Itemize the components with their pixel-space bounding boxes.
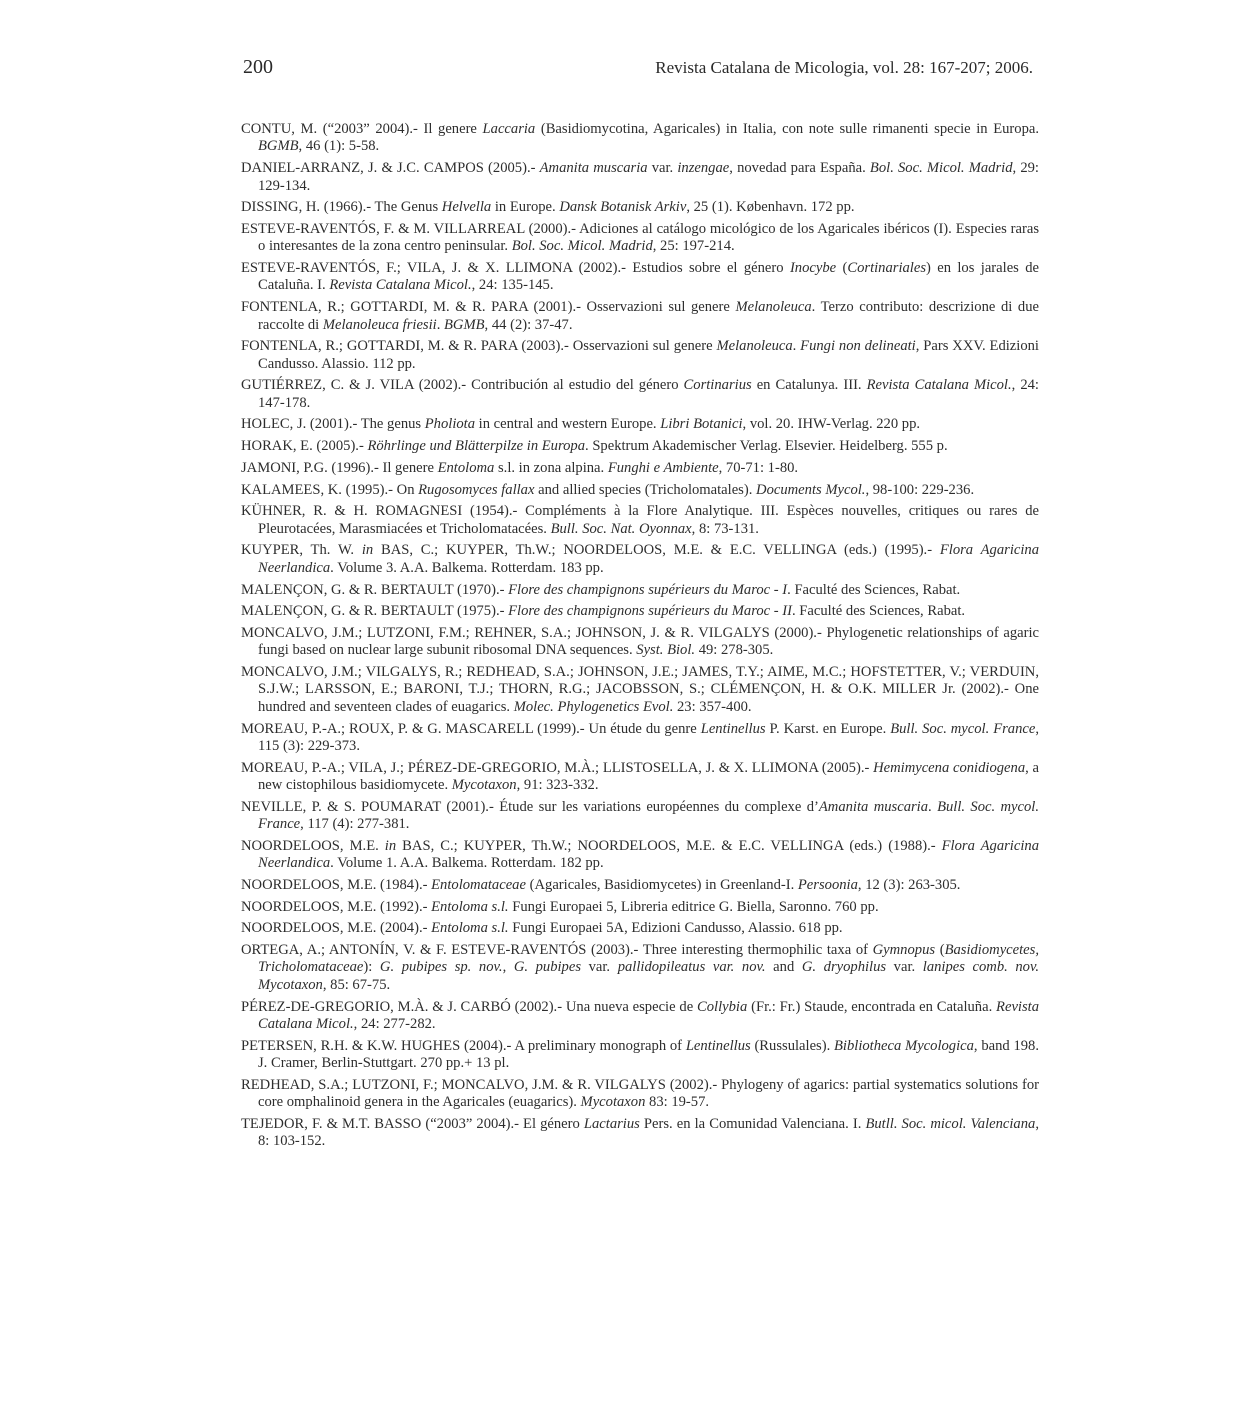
reference-italic-text: Amanita muscaria bbox=[818, 798, 929, 815]
reference-italic-text: Revista Catalana Micol. bbox=[866, 377, 1012, 394]
reference-text: , a new cistophilous basidiomycete. bbox=[258, 759, 1040, 794]
reference-italic-text: Hemimycena conidiogena bbox=[873, 759, 1026, 776]
reference-text: , 98-100: 229-236. bbox=[865, 481, 975, 498]
reference-text: ) en los jarales de Cataluña. I. bbox=[258, 260, 1039, 294]
reference-text: CONTU, M. (“2003” 2004).- Il genere bbox=[241, 121, 483, 137]
reference-text: , 46 (1): 5-58. bbox=[298, 138, 380, 155]
reference-italic-text: BGMB bbox=[444, 316, 485, 333]
reference-italic-text: Amanita muscaria bbox=[539, 160, 648, 177]
reference-text: ): bbox=[363, 959, 380, 976]
reference-italic-text: Flora Agaricina Neerlandica bbox=[258, 542, 1039, 576]
reference-text: 23: 357-400. bbox=[673, 698, 752, 715]
reference-entry bbox=[241, 899, 1039, 916]
reference-italic-text: Mycotaxon bbox=[451, 777, 517, 794]
reference-text: . bbox=[928, 798, 938, 815]
reference-text: , 91: 323-332. bbox=[516, 777, 599, 794]
reference-italic-text: Lactarius bbox=[583, 1115, 640, 1132]
reference-italic-text: BGMB bbox=[258, 138, 299, 155]
reference-text: var. bbox=[581, 959, 618, 976]
reference-text: Fungi Europaei 5A, Edizioni Candusso, Alassio. 618 pp. bbox=[508, 920, 843, 937]
reference-text: FONTENLA, R.; GOTTARDI, M. & R. PARA (2003).- Osservazioni sul genere bbox=[241, 338, 717, 355]
reference-italic-text: Collybia bbox=[697, 998, 748, 1015]
reference-text: , 24: 135-145. bbox=[471, 277, 554, 294]
reference-italic-text: Bol. Soc. Micol. Madrid bbox=[869, 160, 1013, 177]
reference-entry bbox=[241, 121, 1039, 156]
reference-text: NOORDELOOS, M.E. bbox=[241, 837, 385, 854]
reference-text: , 44 (2): 37-47. bbox=[484, 316, 573, 333]
reference-text: . Faculté des Sciences, Rabat. bbox=[792, 603, 966, 620]
reference-entry bbox=[241, 721, 1039, 756]
reference-italic-text: Melanoleuca friesii bbox=[322, 316, 437, 333]
reference-text: , novedad para España. bbox=[729, 160, 870, 177]
reference-text: , 29: 129-134. bbox=[258, 160, 1039, 194]
reference-italic-text: Butll. Soc. micol. Valenciana bbox=[865, 1115, 1036, 1132]
reference-text: , Pars XXV. Edizioni Candusso. Alassio. 112 pp. bbox=[258, 338, 1039, 372]
reference-italic-text: Entoloma bbox=[437, 459, 495, 476]
reference-text: and allied species (Tricholomatales). bbox=[534, 481, 757, 498]
reference-italic-text: Funghi e Ambiente bbox=[607, 459, 719, 476]
reference-text: ( bbox=[935, 942, 945, 959]
page-header bbox=[243, 56, 1033, 88]
reference-entry bbox=[241, 503, 1039, 538]
reference-italic-text: Entoloma s.l. bbox=[431, 898, 509, 915]
reference-text: HORAK, E. (2005).- bbox=[241, 438, 368, 455]
reference-italic-text: Flore des champignons supérieurs du Maroc - I bbox=[508, 581, 788, 598]
reference-text: MALENÇON, G. & R. BERTAULT (1970).- bbox=[241, 581, 509, 598]
reference-italic-text: Melanoleuca bbox=[716, 338, 793, 355]
reference-text: en Catalunya. III. bbox=[751, 377, 867, 394]
reference-text: MONCALVO, J.M.; VILGALYS, R.; REDHEAD, S.A.; JOHNSON, J.E.; JAMES, T.Y.; AIME, M.C.; HOFSTETTER, V.; VERDUIN, S.J.W.; LARSSON, E.; BARONI, T.J.; THORN, R.G.; JACOBSSON, S.; CLÉMENÇON, H. & O.K. MILLER Jr. (2002).- One hundred and seventeen clades of euagarics. bbox=[241, 664, 1039, 715]
reference-italic-text: Bol. Soc. Micol. Madrid bbox=[511, 238, 653, 255]
reference-italic-text: Revista Catalana Micol. bbox=[329, 277, 472, 294]
reference-italic-text: Molec. Phylogenetics Evol. bbox=[513, 698, 674, 715]
reference-text: , 115 (3): 229-373. bbox=[258, 720, 1039, 754]
reference-text: MONCALVO, J.M.; LUTZONI, F.M.; REHNER, S.A.; JOHNSON, J. & R. VILGALYS (2000).- Phylogenetic relationships of agaric fungi based on nuclear large subunit ribosomal DNA sequences. bbox=[241, 624, 1039, 659]
reference-entry bbox=[241, 582, 1039, 599]
reference-italic-text: Documents Mycol. bbox=[756, 481, 866, 498]
reference-italic-text: Gymnopus bbox=[872, 942, 936, 959]
reference-entry bbox=[241, 299, 1039, 334]
reference-entry bbox=[241, 942, 1039, 994]
reference-text: . Spektrum Akademischer Verlag. Elsevier. Heidelberg. 555 p. bbox=[585, 438, 948, 455]
reference-text: , bbox=[502, 959, 514, 976]
reference-text: DISSING, H. (1966).- The Genus bbox=[241, 199, 442, 216]
reference-italic-text: Cortinarius bbox=[683, 377, 752, 394]
reference-italic-text: Lentinellus bbox=[700, 720, 766, 737]
reference-italic-text: Bull. Soc. mycol. France bbox=[890, 720, 1036, 737]
reference-italic-text: Lentinellus bbox=[685, 1037, 751, 1054]
reference-text: Fungi Europaei 5, Libreria editrice G. Biella, Saronno. 760 pp. bbox=[508, 898, 879, 915]
reference-italic-text: Flora Agaricina Neerlandica bbox=[258, 837, 1039, 872]
reference-entry bbox=[241, 438, 1039, 455]
reference-entry bbox=[241, 338, 1039, 373]
reference-text: , 8: 73-131. bbox=[691, 520, 759, 537]
reference-text: Pers. en la Comunidad Valenciana. I. bbox=[639, 1115, 866, 1132]
reference-italic-text: Libri Botanici bbox=[660, 416, 743, 433]
reference-text: s.l. in zona alpina. bbox=[494, 459, 608, 476]
reference-text: NOORDELOOS, M.E. (2004).- bbox=[241, 920, 432, 937]
reference-text: ORTEGA, A.; ANTONÍN, V. & F. ESTEVE-RAVENTÓS (2003).- Three interesting thermophilic taxa of bbox=[241, 942, 873, 959]
reference-entry bbox=[241, 377, 1039, 412]
reference-text: PETERSEN, R.H. & K.W. HUGHES (2004).- A preliminary monograph of bbox=[241, 1037, 686, 1054]
reference-entry bbox=[241, 199, 1039, 216]
reference-entry bbox=[241, 625, 1039, 660]
reference-italic-text: G. pubipes sp. nov. bbox=[379, 959, 503, 976]
reference-italic-text: in bbox=[384, 837, 397, 854]
reference-italic-text: lanipes comb. nov. Mycotaxon bbox=[258, 959, 1040, 993]
reference-entry bbox=[241, 542, 1039, 577]
reference-italic-text: Bibliotheca Mycologica bbox=[834, 1037, 974, 1054]
reference-italic-text: Inocybe bbox=[789, 260, 837, 277]
reference-italic-text: Entolomataceae bbox=[431, 876, 526, 893]
reference-text: in Europe. bbox=[491, 199, 560, 216]
reference-entry bbox=[241, 999, 1039, 1034]
reference-entry bbox=[241, 838, 1039, 873]
reference-italic-text: Bull. Soc. mycol. France bbox=[258, 798, 1039, 833]
reference-text: BAS, C.; KUYPER, Th.W.; NOORDELOOS, M.E. & E.C. VELLINGA (eds.) (1988).- bbox=[396, 837, 942, 854]
reference-text: ESTEVE-RAVENTÓS, F. & M. VILLARREAL (2000).- Adiciones al catálogo micológico de los Agaricales ibéricos (I). Especies raras o interesantes de la zona centro peninsular. bbox=[241, 220, 1039, 255]
reference-italic-text: Bull. Soc. Nat. Oyonnax bbox=[550, 520, 692, 537]
reference-text: , 85: 67-75. bbox=[322, 976, 391, 993]
reference-text: KÜHNER, R. & H. ROMAGNESI (1954).- Compléments à la Flore Analytique. III. Espèces nouvelles, critiques ou rares de Pleurotacées, Marasmiacées et Tricholomatacées. bbox=[241, 503, 1039, 537]
reference-text: . bbox=[436, 316, 445, 333]
page-number: 200 bbox=[243, 56, 273, 78]
reference-text: P. Karst. en Europe. bbox=[765, 720, 891, 737]
reference-italic-text: Röhrlinge und Blätterpilze in Europa bbox=[367, 438, 586, 455]
reference-entry bbox=[241, 482, 1039, 499]
reference-italic-text: Helvella bbox=[441, 199, 492, 216]
reference-italic-text: Cortinariales bbox=[847, 260, 927, 277]
reference-entry bbox=[241, 221, 1039, 256]
reference-text: (Fr.: Fr.) Staude, encontrada en Cataluña. bbox=[747, 998, 997, 1015]
reference-text: DANIEL-ARRANZ, J. & J.C. CAMPOS (2005).- bbox=[241, 160, 540, 177]
reference-entry bbox=[241, 1038, 1039, 1073]
reference-text: 83: 19-57. bbox=[645, 1094, 710, 1111]
reference-text: JAMONI, P.G. (1996).- Il genere bbox=[241, 459, 438, 476]
reference-text: 49: 278-305. bbox=[695, 642, 774, 659]
reference-text: , band 198. J. Cramer, Berlin-Stuttgart. 270 pp.+ 13 pl. bbox=[258, 1037, 1039, 1072]
reference-text: KUYPER, Th. W. bbox=[241, 542, 362, 559]
reference-text: , 25 (1). København. 172 pp. bbox=[686, 199, 855, 216]
reference-text: . Faculté des Sciences, Rabat. bbox=[787, 581, 961, 598]
reference-text: NOORDELOOS, M.E. (1992).- bbox=[241, 898, 432, 915]
reference-italic-text: Basidiomycetes, Tricholomataceae bbox=[258, 942, 1039, 976]
reference-text: MALENÇON, G. & R. BERTAULT (1975).- bbox=[241, 603, 509, 620]
reference-italic-text: Flore des champignons supérieurs du Maroc - II bbox=[508, 603, 792, 620]
reference-text: (Basidiomycotina, Agaricales) in Italia, con note sulle rimanenti specie in Europa. bbox=[535, 121, 1039, 137]
reference-italic-text: G. pubipes bbox=[513, 959, 581, 976]
reference-italic-text: Persoonia bbox=[797, 876, 858, 893]
reference-text: , 12 (3): 263-305. bbox=[857, 876, 961, 893]
reference-entry bbox=[241, 664, 1039, 716]
reference-italic-text: Dansk Botanisk Arkiv bbox=[559, 199, 687, 216]
reference-italic-text: Syst. Biol. bbox=[636, 642, 696, 659]
reference-text: NOORDELOOS, M.E. (1984).- bbox=[241, 876, 432, 893]
reference-entry bbox=[241, 416, 1039, 433]
reference-text: , 24: 277-282. bbox=[353, 1016, 436, 1032]
reference-text: . Volume 1. A.A. Balkema. Rotterdam. 182 pp. bbox=[330, 855, 604, 872]
reference-italic-text: Entoloma s.l. bbox=[431, 920, 509, 937]
reference-text: HOLEC, J. (2001).- The genus bbox=[241, 416, 425, 433]
reference-entry bbox=[241, 1077, 1039, 1112]
reference-italic-text: Revista Catalana Micol. bbox=[258, 998, 1040, 1032]
reference-italic-text: Laccaria bbox=[482, 121, 536, 137]
reference-text: PÉREZ-DE-GREGORIO, M.À. & J. CARBÓ (2002).- Una nueva especie de bbox=[241, 998, 697, 1015]
reference-text: MOREAU, P.-A.; ROUX, P. & G. MASCARELL (1999).- Un étude du genre bbox=[241, 720, 701, 737]
reference-text: , vol. 20. IHW-Verlag. 220 pp. bbox=[742, 416, 921, 433]
reference-text: , 70-71: 1-80. bbox=[718, 459, 799, 476]
reference-text: REDHEAD, S.A.; LUTZONI, F.; MONCALVO, J.M. & R. VILGALYS (2002).- Phylogeny of agarics: partial systematics solutions for core omphalinoid genera in the Agaricales (euagarics). bbox=[241, 1076, 1039, 1111]
reference-text: TEJEDOR, F. & M.T. BASSO (“2003” 2004).- El género bbox=[241, 1115, 584, 1132]
reference-text: (Agaricales, Basidiomycetes) in Greenland-I. bbox=[525, 876, 798, 893]
reference-entry bbox=[241, 877, 1039, 894]
reference-italic-text: Mycotaxon bbox=[580, 1094, 646, 1111]
reference-italic-text: Melanoleuca bbox=[735, 299, 812, 316]
reference-italic-text: G. dryophilus bbox=[801, 959, 887, 976]
reference-text: var. bbox=[886, 959, 923, 976]
reference-entry bbox=[241, 260, 1039, 295]
reference-text: , 25: 197-214. bbox=[652, 238, 735, 255]
reference-text: , 8: 103-152. bbox=[258, 1115, 1039, 1150]
reference-entry bbox=[241, 160, 1039, 195]
reference-text: . bbox=[792, 338, 801, 355]
running-title: Revista Catalana de Micologia, vol. 28: 167-207; 2006. bbox=[655, 58, 1033, 77]
reference-list bbox=[241, 121, 1039, 1155]
reference-italic-text: pallidopileatus var. nov. bbox=[617, 959, 766, 976]
reference-text: (Russulales). bbox=[750, 1037, 834, 1054]
reference-entry bbox=[241, 799, 1039, 834]
reference-text: ( bbox=[836, 260, 848, 277]
reference-italic-text: Fungi non delineati bbox=[800, 338, 916, 355]
reference-italic-text: in bbox=[361, 542, 374, 559]
reference-text: . Volume 3. A.A. Balkema. Rotterdam. 183 pp. bbox=[330, 559, 604, 576]
reference-text: FONTENLA, R.; GOTTARDI, M. & R. PARA (2001).- Osservazioni sul genere bbox=[241, 299, 736, 316]
reference-italic-text: Pholiota bbox=[424, 416, 476, 433]
reference-text: KALAMEES, K. (1995).- On bbox=[241, 481, 419, 498]
reference-text: var. bbox=[647, 160, 678, 177]
reference-entry bbox=[241, 760, 1039, 795]
reference-text: ESTEVE-RAVENTÓS, F.; VILA, J. & X. LLIMONA (2002).- Estudios sobre el género bbox=[241, 260, 790, 277]
reference-italic-text: Rugosomyces fallax bbox=[418, 481, 535, 498]
reference-italic-text: inzengae bbox=[677, 160, 730, 177]
reference-text: in central and western Europe. bbox=[475, 416, 661, 433]
reference-text: , 24: 147-178. bbox=[258, 377, 1039, 411]
reference-entry bbox=[241, 1116, 1039, 1151]
reference-entry bbox=[241, 920, 1039, 937]
reference-text: GUTIÉRREZ, C. & J. VILA (2002).- Contribución al estudio del género bbox=[241, 377, 684, 394]
reference-text: and bbox=[765, 959, 802, 976]
reference-text: . Terzo contributo: descrizione di due raccolte di bbox=[258, 299, 1039, 333]
reference-text: MOREAU, P.-A.; VILA, J.; PÉREZ-DE-GREGORIO, M.À.; LLISTOSELLA, J. & X. LLIMONA (2005).- bbox=[241, 759, 874, 776]
reference-entry bbox=[241, 603, 1039, 620]
reference-text: , 117 (4): 277-381. bbox=[300, 816, 410, 833]
reference-text: NEVILLE, P. & S. POUMARAT (2001).- Étude sur les variations européennes du complexe d’ bbox=[241, 798, 819, 815]
reference-text: BAS, C.; KUYPER, Th.W.; NOORDELOOS, M.E. & E.C. VELLINGA (eds.) (1995).- bbox=[373, 542, 940, 559]
reference-entry bbox=[241, 460, 1039, 477]
